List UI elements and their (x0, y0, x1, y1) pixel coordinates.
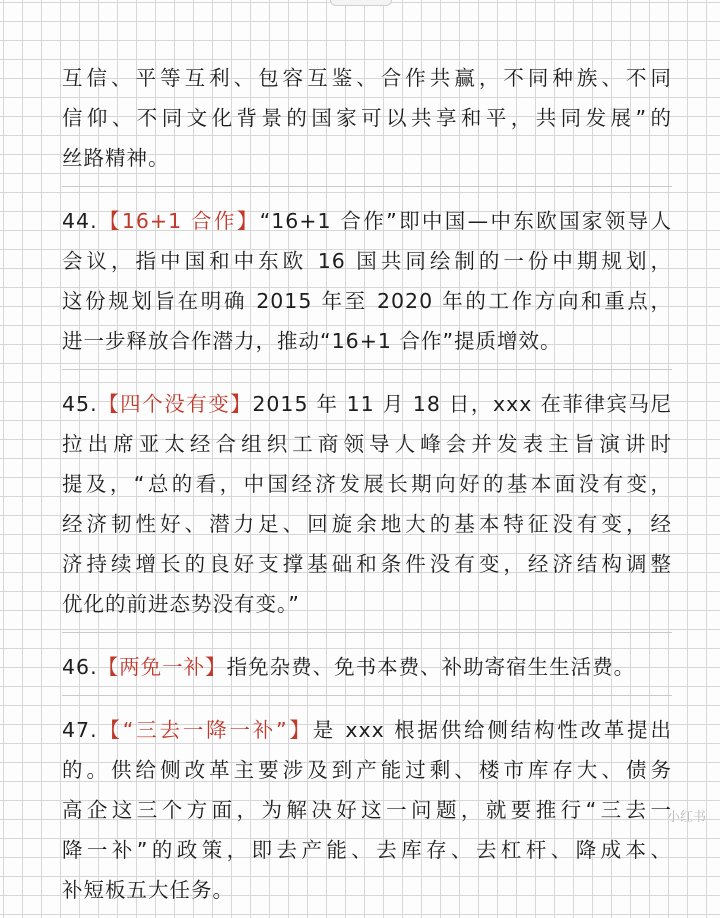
text-line: 优化的前进态势没有变。” (62, 592, 300, 616)
term-heading: 【16+1 合作】 (97, 209, 260, 233)
text-fragment: 2015 年 11 月 18 日，xxx 在菲律宾马尼 (252, 392, 673, 416)
section-45 (62, 384, 672, 633)
item-number: 46. (62, 655, 98, 679)
top-tab-decoration (330, 0, 392, 6)
term-heading: 【两免一补】 (97, 655, 227, 679)
text-line (62, 710, 672, 750)
item-number: 45. (62, 392, 98, 416)
text-line: 信仰、不同文化背景的国家可以共享和平，共同发展”的 (62, 106, 672, 130)
section-44 (62, 201, 672, 370)
text-line (62, 384, 672, 424)
text-line: 提及，“总的看，中国经济发展长期向好的基本面没有变， (62, 472, 672, 496)
text-fragment: 是 xxx 根据供给侧结构性改革提出 (312, 718, 672, 742)
text-fragment: 指免杂费、免书本费、补助寄宿生生活费。 (226, 655, 636, 679)
section-46 (62, 647, 672, 696)
text-line: 补短板五大任务。 (62, 878, 234, 902)
text-line: 会议，指中国和中东欧 16 国共同绘制的一份中期规划， (62, 249, 672, 273)
text-line (62, 201, 672, 241)
text-fragment: “16+1 合作”即中国—中东欧国家领导人 (259, 209, 672, 233)
section-47 (62, 710, 672, 918)
text-line (62, 647, 672, 687)
section-silk-road (62, 58, 672, 187)
term-heading: 【四个没有变】 (97, 392, 253, 416)
text-line: 的。供给侧改革主要涉及到产能过剩、楼市库存大、债务 (62, 758, 672, 782)
text-line: 高企这三个方面，为解决好这一问题，就要推行“三去一 (62, 798, 672, 822)
text-line: 拉出席亚太经合组织工商领导人峰会并发表主旨演讲时 (62, 432, 672, 456)
item-number: 44. (62, 209, 98, 233)
item-number: 47. (62, 718, 98, 742)
text-line: 丝路精神。 (62, 146, 170, 170)
watermark: 小红书 (666, 809, 706, 824)
text-line: 这份规划旨在明确 2015 年至 2020 年的工作方向和重点， (62, 289, 672, 313)
text-line: 降一补”的政策，即去产能、去库存、去杠杆、降成本、 (62, 838, 672, 862)
text-line: 济持续增长的良好支撑基础和条件没有变，经济结构调整 (62, 552, 672, 576)
text-line: 进一步释放合作潜力，推动“16+1 合作”提质增效。 (62, 329, 562, 353)
term-heading: 【“三去一降一补”】 (97, 718, 313, 742)
text-line: 经济韧性好、潜力足、回旋余地大的基本特征没有变，经 (62, 512, 672, 536)
text-line: 互信、平等互利、包容互鉴、合作共赢，不同种族、不同 (62, 66, 672, 90)
document-page (62, 58, 672, 918)
